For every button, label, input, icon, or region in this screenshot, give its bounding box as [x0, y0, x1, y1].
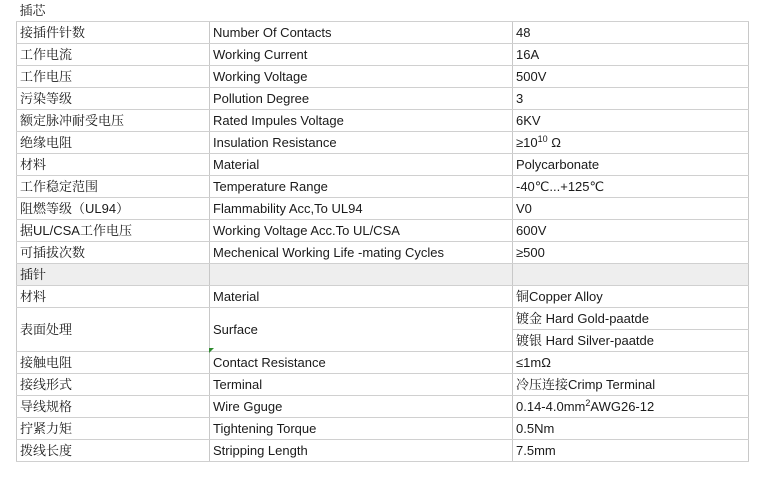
table-row: [17, 110, 749, 132]
spec-value: -40℃...+125℃: [513, 176, 749, 198]
en-label: Pollution Degree: [210, 88, 513, 110]
en-label: Flammability Acc,To UL94: [210, 198, 513, 220]
cn-label: 材料: [17, 154, 210, 176]
empty-cell: [513, 264, 749, 286]
section-header-socket: [17, 0, 749, 22]
en-label: Working Voltage Acc.To UL/CSA: [210, 220, 513, 242]
cn-label: 可插拔次数: [17, 242, 210, 264]
value-base: ≥10: [516, 135, 538, 150]
en-label: Number Of Contacts: [210, 22, 513, 44]
table-row: [17, 220, 749, 242]
cn-label: 接触电阻: [17, 352, 210, 374]
value-exponent: 2: [585, 398, 591, 408]
en-label: Rated Impules Voltage: [210, 110, 513, 132]
spec-value: 铜Copper Alloy: [513, 286, 749, 308]
spec-value: 16A: [513, 44, 749, 66]
specification-table: [16, 0, 749, 462]
en-label: Terminal: [210, 374, 513, 396]
cn-label: 工作稳定范围: [17, 176, 210, 198]
empty-cell: [210, 264, 513, 286]
value-base: 0.14-4.0mm: [516, 399, 586, 414]
table-row: [17, 44, 749, 66]
en-label: Tightening Torque: [210, 418, 513, 440]
spec-value: [513, 396, 749, 418]
spec-value: 3: [513, 88, 749, 110]
cn-label: 工作电压: [17, 66, 210, 88]
table-row: [17, 132, 749, 154]
spec-value: 600V: [513, 220, 749, 242]
cn-label: 拧紧力矩: [17, 418, 210, 440]
table-row: [17, 374, 749, 396]
en-label: Surface: [210, 308, 513, 352]
spec-value: 镀金 Hard Gold-paatde: [513, 308, 749, 330]
spec-value: [513, 132, 749, 154]
cn-label: 导线规格: [17, 396, 210, 418]
spec-value: 镀银 Hard Silver-paatde: [513, 330, 749, 352]
en-label: Working Current: [210, 44, 513, 66]
table-row: [17, 88, 749, 110]
en-label: Mechenical Working Life -mating Cycles: [210, 242, 513, 264]
cn-label: 接插件针数: [17, 22, 210, 44]
cn-label: 材料: [17, 286, 210, 308]
table-row: [17, 286, 749, 308]
cn-label: 接线形式: [17, 374, 210, 396]
value-unit: AWG26-12: [590, 399, 655, 414]
spec-value: 冷压连接Crimp Terminal: [513, 374, 749, 396]
cn-label: 据UL/CSA工作电压: [17, 220, 210, 242]
table-row: [17, 66, 749, 88]
section-title: 插芯: [17, 0, 749, 22]
table-row: [17, 396, 749, 418]
en-label: Temperature Range: [210, 176, 513, 198]
en-label: Working Voltage: [210, 66, 513, 88]
table-row: [17, 440, 749, 462]
section-title: 插针: [17, 264, 210, 286]
cn-label: 拨线长度: [17, 440, 210, 462]
cell-comment-marker: [209, 348, 214, 353]
en-label: Material: [210, 154, 513, 176]
spec-value: 7.5mm: [513, 440, 749, 462]
table-row: [17, 154, 749, 176]
spec-value: V0: [513, 198, 749, 220]
table-row: [17, 242, 749, 264]
en-label: Insulation Resistance: [210, 132, 513, 154]
spec-value: ≤1mΩ: [513, 352, 749, 374]
cn-label: 工作电流: [17, 44, 210, 66]
spec-value: 48: [513, 22, 749, 44]
cn-label: 额定脉冲耐受电压: [17, 110, 210, 132]
cn-label: 污染等级: [17, 88, 210, 110]
en-label: Contact Resistance: [210, 352, 513, 374]
table-row: [17, 22, 749, 44]
table-row: [17, 308, 749, 330]
en-label: Material: [210, 286, 513, 308]
table-row: [17, 352, 749, 374]
spec-value: 0.5Nm: [513, 418, 749, 440]
spec-value: ≥500: [513, 242, 749, 264]
section-header-pin: [17, 264, 749, 286]
cn-label: 阻燃等级（UL94）: [17, 198, 210, 220]
spec-value: Polycarbonate: [513, 154, 749, 176]
en-label: Stripping Length: [210, 440, 513, 462]
spec-value: 500V: [513, 66, 749, 88]
value-exponent: 10: [537, 134, 548, 144]
cn-label: 表面处理: [17, 308, 210, 352]
table-row: [17, 418, 749, 440]
table-row: [17, 198, 749, 220]
table-row: [17, 176, 749, 198]
spec-value: 6KV: [513, 110, 749, 132]
cn-label: 绝缘电阻: [17, 132, 210, 154]
en-label: Wire Gguge: [210, 396, 513, 418]
value-unit: Ω: [547, 135, 561, 150]
